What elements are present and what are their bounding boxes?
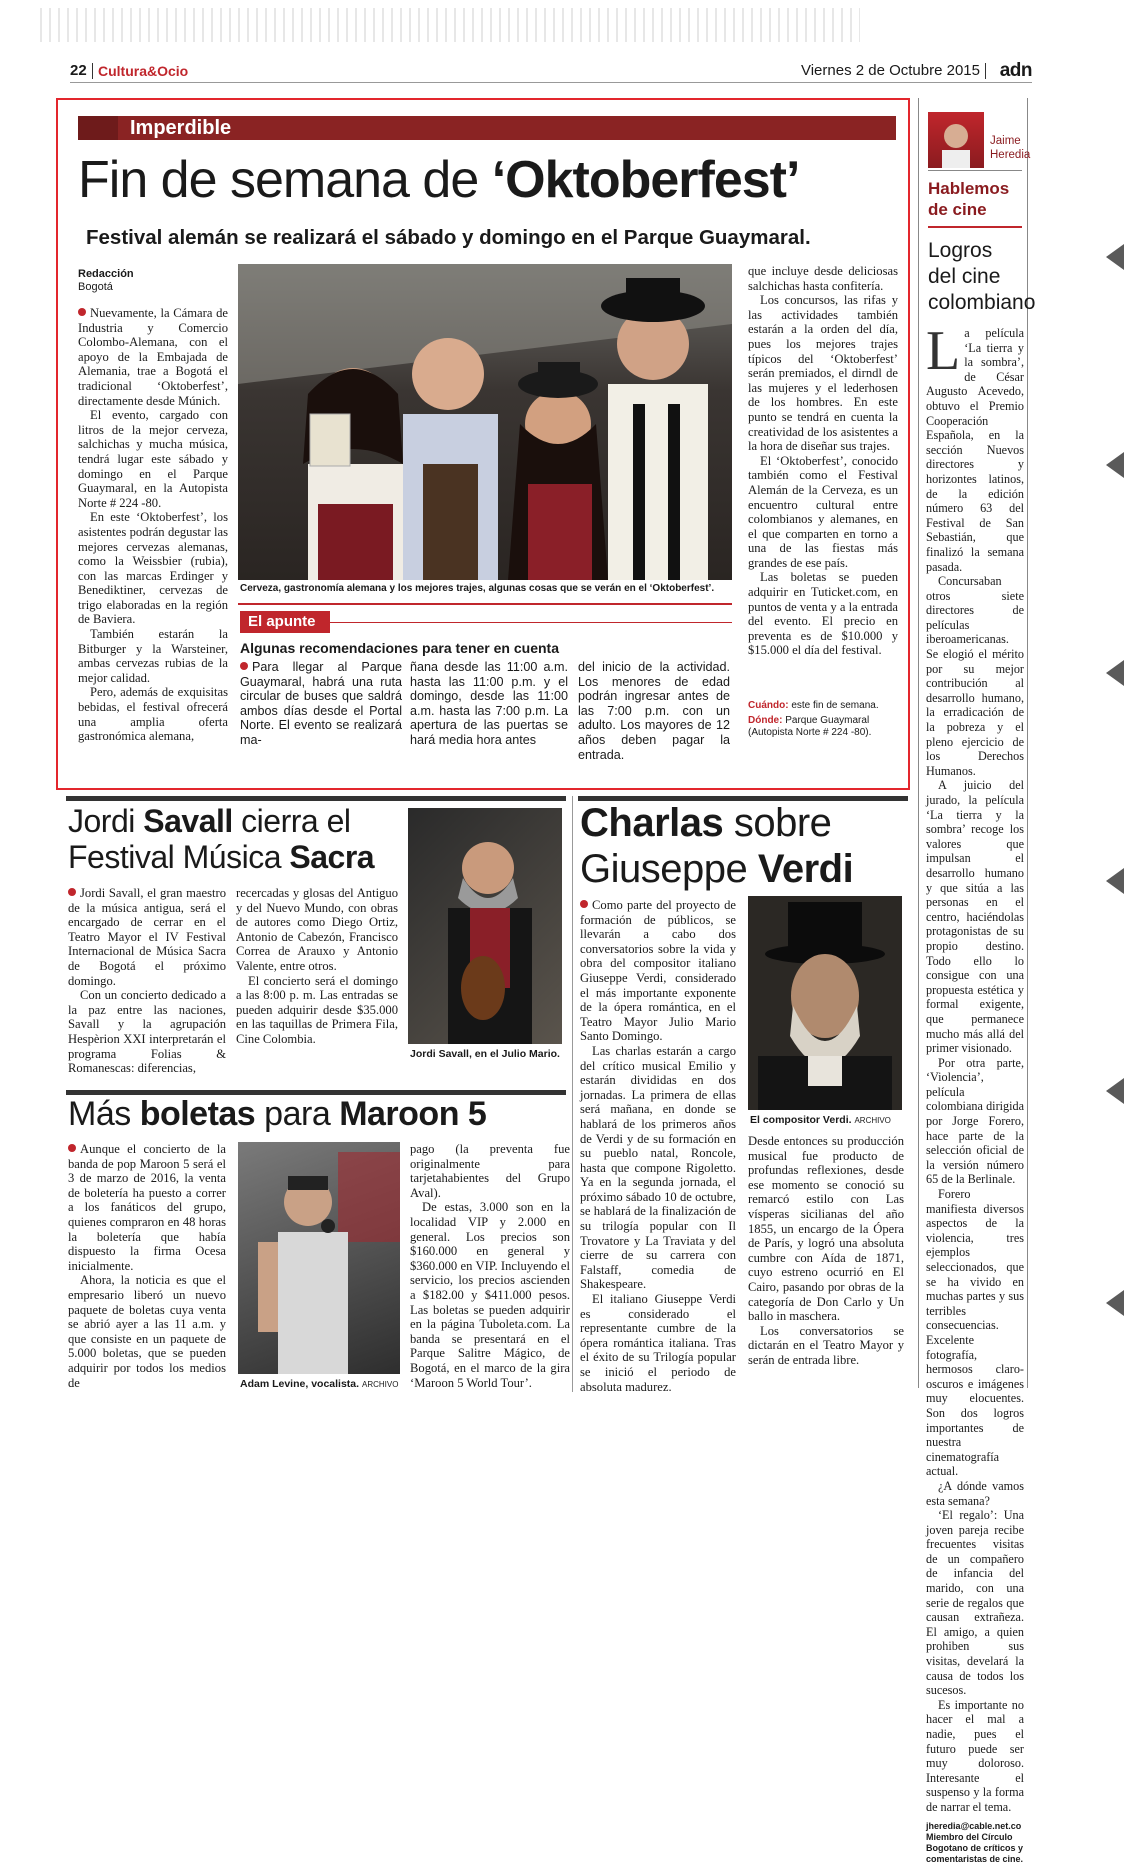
bullet-icon [78, 308, 86, 316]
oktoberfest-photo [238, 264, 732, 580]
author-avatar [928, 112, 984, 168]
savall-photo [408, 808, 562, 1044]
page-header [70, 62, 1032, 83]
prev-page-arrow-3[interactable] [1106, 660, 1124, 686]
bullet-icon [580, 900, 588, 908]
maroon-caption: Adam Levine, vocalista. ARCHIVO [240, 1378, 399, 1390]
prev-page-arrow-1[interactable] [1106, 244, 1124, 270]
apunte-column-3: del inicio de la actividad. Los menores de edad podrán ingresar antes de las 7:00 p.m. con un adulto. Los mayores de 12 años deben pagar la entrada. [578, 660, 730, 762]
verdi-column-2: Desde entonces su producción musical fue producto de profundas reflexiones, desde ese momento se conoció su remarcó estilo con Las vísperas sicilianas del año 1855, un encargo de la Ópera de París, y logró una absoluta cumbre con Aída de 1871, cuyo estreno ocurrió en El Cairo, pasando por obras de la categoría de Don Carlo y Un ballo in maschera. Los conversatorios se dictarán en el Teatro Mayor y serán de entrada libre. [748, 1134, 904, 1367]
kicker-bar [78, 116, 896, 140]
section-rule [928, 226, 1022, 228]
verdi-title: Charlas sobre Giuseppe Verdi [580, 801, 854, 891]
savall-caption: Jordi Savall, en el Julio Mario. [410, 1048, 560, 1060]
savall-column-2: recercadas y glosas del Antiguo y del Nuevo Mundo, con obras de autores como Diego Ortiz, Antonio de Cabezón, Francisco Correa de Arauxo y Antonio Valente, entre otros. El concierto será el domingo a las 8:00 p. m. Las entradas se pueden adquirir desde $35.000 en las taquillas de Primera Fila, Cine Colombia. [236, 886, 398, 1046]
apunte-column-1: Para llegar al Parque Guaymaral, habrá una ruta circular de buses que saldrá ambos días desde el Portal Norte. El evento se realizará ma- [240, 660, 402, 747]
main-story-column-1: Nuevamente, la Cámara de Industria y Comercio Colombo-Alemana, con el apoyo de la Embajada de Alemania, trae a Bogotá el tradicional ‘Oktoberfest’, directamente desde Múnich. El evento, cargado con litros de la mejor cerveza, salchichas y mucha música, tendrá lugar este sábado y domingo en el Parque Guaymaral, en la Autopista Norte # 224 -80. En este ‘Oktoberfest’, los asistentes podrán degustar las mejores cervezas alemanas, como la Weissbier (rubia), con las marcas Erdinger y Benediktiner, cervezas de trigo elaboradas en la región de Baviera. También estarán la Bitburger y la Warsteiner, ambas cervezas rubias de la mejor calidad. Pero, además de exquisitas bebidas, el festival ofrecerá una amplia oferta gastronómica alemana, [78, 306, 228, 744]
column-headline: Logros del cine colombiano [928, 239, 1036, 314]
prev-page-arrow-4[interactable] [1106, 868, 1124, 894]
apunte-title: Algunas recomendaciones para tener en cuenta [240, 640, 559, 656]
author-rule [928, 170, 1022, 171]
maroon-photo [238, 1142, 400, 1374]
oktoberfest-people-illustration [238, 264, 732, 580]
apunte-box [238, 603, 732, 605]
savall-title: Jordi Savall cierra el Festival Música Sacra [68, 803, 375, 875]
column-body: La película ‘La tierra y la sombra’, de César Augusto Acevedo, obtuvo el Premio Cooperación Española, en la sección Nuevos directores y horizontes latinos, de la edición número 63 del Festival de San Sebastián, que finalizó la semana pasada. Concursaban otros siete directores de películas iberoamericanas. Se elogió el mérito por su mejor contribución al desarrollo humano, la erradicación de la pobreza y el pleno ejercicio de los Derechos Humanos. A juicio del jurado, la película ‘La tierra y la sombra’ recoge los valores que impulsan el desarrollo humano y que sitúa a las personas en el centro, haciéndolas protagonistas de su propio destino. Todo ello lo consigue con una propuesta estética y formal exigente, que permanece mucho más allá del primer visionado. Por otra parte, ‘Violencia’, película colombiana dirigida por Jorge Forero, hace parte de la selección oficial de la versión número 65 de la Berlinale. Forero manifiesta diversos aspectos de la violencia, tres ejemplos seleccionados, que se ha vivido en muchas partes y sus terribles consecuencias. Excelente fotografía, hermosos claro-oscuros e imágenes muy elocuentes. Son dos logros importantes de nuestra cinematografía actual. ¿A dónde vamos esta semana? ‘El regalo’: Una joven pareja recibe frecuentes visitas de un compañero de infancia del marido, con una serie de regalos que causan extrañeza. El amigo, a quien prohiben sus visitas, develará la causa de todos los sucesos. Es importante no hacer el mal a nadie, pues el futuro puede ser muy doloroso. Interesante el suspenso y la forma de narrar el tema. jheredia@cable.net.co Miembro del Círculo Bogotano de críticos y comentaristas de cine. [926, 320, 1024, 1864]
verdi-portrait [748, 896, 902, 1110]
bullet-icon [68, 888, 76, 896]
byline: Redacción [78, 268, 134, 280]
author-signature: Miembro del Círculo Bogotano de críticos y comentaristas de cine. [926, 1831, 1024, 1864]
page-number: 22 [70, 62, 87, 79]
author-email: jheredia@cable.net.co [926, 1820, 1022, 1831]
column-separator [572, 796, 573, 1392]
prev-page-arrow-2[interactable] [1106, 452, 1124, 478]
byline-city: Bogotá [78, 281, 113, 293]
verdi-column-1: Como parte del proyecto de formación de públicos, se llevarán a cabo dos conversatorios sobre la vida y obra del compositor italiano Giuseppe Verdi, considerado el más importante exponente de la ópera romántica, en el Teatro Mayor Julio Mario Santo Domingo. Las charlas estarán a cargo del crítico musical Emilio y estarán divididas en dos jornadas. La primera de ellas será mañana, en donde se hablará de los primeros años de Verdi y de su formación en su pueblo natal, Roncole, hasta que compone Rigoletto. Ya en la segunda jornada, el próximo sábado 10 de octubre, se hablará de la finalización de su trilogía popular con Il Trovatore y La Traviata y del cierre de su carrera con Falstaff, comedia de Shakespeare. El italiano Giuseppe Verdi es considerado el representante cumbre de la ópera romántica italiana. Tras el éxito de su Trilogía popular se inició el periodo de absoluta madurez. [580, 898, 736, 1394]
maroon-title: Más boletas para Maroon 5 [68, 1095, 487, 1133]
issue-date: Viernes 2 de Octubre 2015 [800, 62, 980, 79]
photo-caption: Cerveza, gastronomía alemana y los mejores trajes, algunas cosas que se verán en el ‘Oktoberfest’. [240, 583, 715, 594]
prev-page-arrow-6[interactable] [1106, 1290, 1124, 1316]
prev-page-arrow-5[interactable] [1106, 1078, 1124, 1104]
bullet-icon [68, 1144, 76, 1152]
drop-cap: L [926, 320, 961, 382]
apunte-column-2: ñana desde las 11:00 a.m. hasta las 11:00 p.m. y el domingo, desde las 11:00 a.m. hasta las 7:00 p.m. La apertura de las puertas se hará media hora antes [410, 660, 568, 747]
maroon-column-2: pago (la preventa fue originalmente para tarjetahabientes del Grupo Aval). De estas, 3.000 son en la localidad VIP y 2.000 en general. Los precios son $160.000 en general y $360.000 en VIP. Incluyendo el servicio, los precios ascienden a $182.00 y $411.000 pesos. Las boletas se pueden adquirir en la página Tuboleta.com. La banda se presentará en el Parque Salitre Mágico, de Bogotá, en el marco de la gira ‘Maroon 5 World Tour’. [410, 1142, 570, 1390]
event-info: Cuándo: este fin de semana. Dónde: Parque Guaymaral (Autopista Norte # 224 -80). [748, 700, 879, 738]
savall-top-rule [66, 796, 566, 801]
main-title: Fin de semana de ‘Oktoberfest’ [78, 151, 800, 209]
column-section-title: Hablemos de cine [928, 179, 1010, 219]
maroon-column-1: Aunque el concierto de la banda de pop Maroon 5 será el 3 de marzo de 2016, la venta de boletería ha puesto a correr a los fanáticos del grupo, quienes compraron en 48 horas la boletería que había dispuesto la firma Ocesa inicialmente. Ahora, la noticia es que el empresario liberó un nuevo paquete de boletas cuya venta se abrió ayer a las 11 a.m. y que consiste en un paquete de 5.000 boletas, que se pueden adquirir por todos los medios de [68, 1142, 226, 1390]
savall-column-1: Jordi Savall, el gran maestro de la música antigua, será el encargado de cerrar en el Teatro Mayor el IV Festival Internacional de Música Sacra de Bogotá el próximo domingo. Con un concierto dedicado a la paz entre las naciones, Savall y la agrupación Hespèrion XXI interpretarán el programa Folias & Romanescas: diferencias, [68, 886, 226, 1076]
section-name: Cultura&Ocio [98, 63, 189, 79]
apunte-rule [330, 622, 732, 623]
apunte-label: El apunte [240, 611, 330, 633]
author-name: Jaime Heredia [990, 135, 1031, 161]
top-scan-strip [40, 8, 860, 42]
main-subtitle: Festival alemán se realizará el sábado y domingo en el Parque Guaymaral. [86, 226, 811, 249]
main-story-column-3: que incluye desde deliciosas salchichas hasta confitería. Los concursos, las rifas y las actividades también estarán a la orden del día, pues los mejores trajes típicos del ‘Oktoberfest’ serán premiados, el dirndl de las mujeres y el lederhosen de los hombres. En este punto se tendrá en cuenta la creatividad de los asistentes a la hora de diseñar sus trajes. El ‘Oktoberfest’, conocido también como el Festival Alemán de la Cerveza, es un encuentro cultural entre colombianos y alemanes, en el que comparten en torno a una de las fiestas más grandes de ese país. Las boletas se pueden adquirir en Tuticket.com, en puntos de venta y a la entrada del evento. El precio en preventa es de $10.000 y $15.000 el día del festival. [748, 264, 898, 658]
bullet-icon [240, 662, 248, 670]
verdi-caption: El compositor Verdi. ARCHIVO [750, 1114, 891, 1126]
kicker-label: Imperdible [130, 117, 232, 139]
brand-logo: adn [999, 60, 1032, 81]
